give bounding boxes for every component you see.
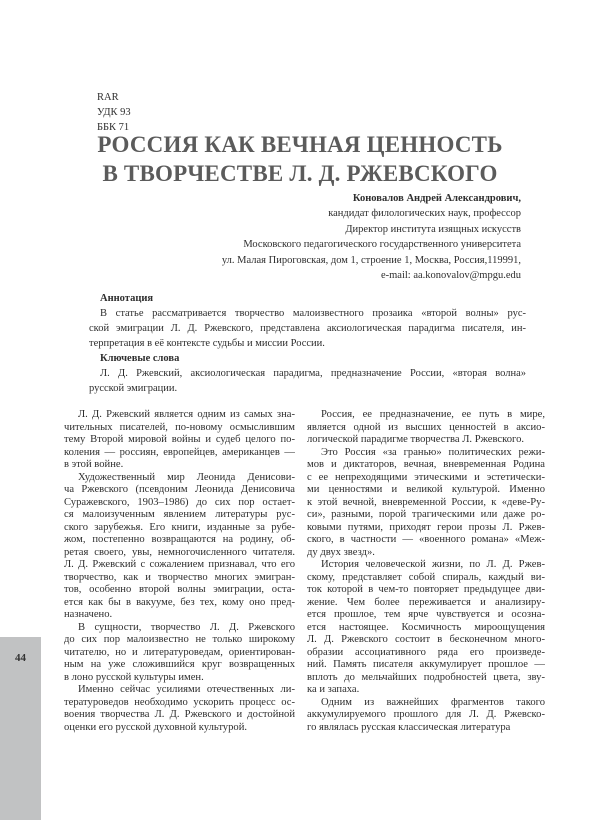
text-line: Художественный мир Леонида Денисови- — [78, 471, 295, 483]
text-line: до сих пор малоизвестно не только широкому — [64, 634, 295, 645]
udk-code: УДК 93 — [97, 107, 131, 118]
abstract-section — [89, 291, 526, 396]
text-line: с ее непреходящими этическими и эстетически- — [307, 471, 545, 483]
paragraph — [307, 697, 545, 735]
text-line: в лоно русской культуры имен. — [64, 671, 204, 683]
text-line: Л. Д. Ржевского состоит в бесконечном много- — [307, 634, 545, 645]
text-line: ток которой в чем-то повторяет предыдущее дви- — [307, 584, 545, 595]
text-line: Л. Д. Ржевский является одним из самых зна- — [78, 409, 295, 420]
text-line: си», разными, порой трагическими или даже ро- — [307, 509, 545, 520]
text-line: ча Ржевского (псевдоним Леонида Денисовича — [64, 484, 295, 495]
paragraph — [64, 472, 295, 622]
page-side-band — [0, 637, 41, 820]
author-email: e-mail: aa.konovalov@mpgu.edu — [380, 270, 521, 282]
text-line: логической парадигме творчества Л. Ржевского. — [307, 434, 525, 445]
keywords-line: русской эмиграции. — [89, 383, 178, 394]
text-line: тему Второй мировой войны и судеб целого по- — [64, 434, 295, 445]
text-line: ду двух звезд». — [307, 546, 375, 558]
text-line: тературоведов необходимо ускорить процесс ос- — [64, 696, 295, 708]
text-line: ми ценностями и великой культурой. Именно — [307, 484, 545, 495]
body-column-left — [64, 409, 295, 734]
text-line: является одной из высших ценностей в аксио- — [307, 421, 545, 433]
text-line: вплоть до мельчайших подробностей цвета, зву- — [307, 671, 545, 683]
title-line-2: В ТВОРЧЕСТВЕ Л. Д. РЖЕВСКОГО — [102, 161, 498, 186]
text-line: ется настоящее. Космичность мироощущения — [307, 621, 545, 633]
keywords-text — [89, 366, 526, 396]
text-line: ретая своего, увы, немногочисленного читателя. — [64, 546, 295, 558]
text-line: тов, особенно второй волны эмиграции, оста- — [64, 584, 295, 595]
abstract-line: ской эмиграции Л. Д. Ржевского, представлена аксиологическая парадигма писателя, ин- — [89, 323, 526, 334]
text-line: ского зарубежья. Его книги, изданные за рубе- — [64, 521, 295, 533]
paragraph — [64, 409, 295, 472]
author-name: Коновалов Андрей Александрович, — [352, 193, 521, 204]
keywords-heading: Ключевые слова — [100, 353, 180, 364]
text-line: Именно сейчас усилиями отечественных ли- — [78, 684, 295, 695]
text-line: Это Россия «за гранью» политических режи- — [321, 446, 545, 458]
author-block — [222, 191, 521, 283]
abstract-text — [89, 306, 526, 351]
paragraph — [64, 684, 295, 734]
text-line: История человеческой жизни, по Л. Д. Ржев- — [321, 559, 545, 570]
text-line: ского, в частности — «военного романа» «Меж- — [307, 534, 545, 545]
text-line: творчество, как и творчество многих эмигран- — [64, 571, 295, 583]
author-degree: кандидат филологических наук, профессор — [328, 208, 521, 220]
text-line: мов и диктаторов, вечная, вневременная Родина — [307, 459, 545, 470]
text-line: жение. Чем более переживается и анализиру- — [307, 596, 545, 608]
text-line: аккумулируемого прошлого для Л. Д. Ржевско- — [307, 709, 545, 720]
text-line: к этой вечной, вневременной России, к «деве-Ру- — [307, 496, 545, 508]
body-column-right — [307, 409, 545, 734]
text-line: Одним из важнейших фрагментов такого — [321, 696, 545, 708]
rar-code: RAR — [97, 92, 119, 103]
text-line: Суражевского, 1903–1986) до сих пор остает- — [64, 496, 295, 508]
paragraph — [307, 447, 545, 560]
author-address: ул. Малая Пироговская, дом 1, строение 1, Москва, Россия,119991, — [221, 254, 521, 266]
text-line: читателю, но и литературоведам, ориентирован- — [64, 646, 295, 658]
text-line: го являлась русская классическая литература — [307, 721, 511, 733]
paragraph — [307, 559, 545, 697]
abstract-heading: Аннотация — [100, 293, 154, 304]
text-line: в этой войне. — [64, 459, 124, 470]
text-line: ным на уже сложившийся круг возвращенных — [64, 659, 295, 670]
text-line: воения творчества Л. Д. Ржевского и достойной — [64, 709, 295, 720]
article-title — [0, 130, 600, 188]
abstract-line: терпретация в её контексте судьбы и миссии России. — [89, 338, 325, 349]
classification-codes — [97, 90, 131, 135]
text-line: оценки его русской духовной культурой. — [64, 721, 248, 733]
abstract-line: В статье рассматривается творчество малоизвестного прозаика «второй волны» рус- — [100, 308, 526, 319]
text-line: образии ассоциативного ряда его произведе- — [307, 646, 545, 658]
title-line-1: РОССИЯ КАК ВЕЧНАЯ ЦЕННОСТЬ — [97, 132, 503, 157]
text-line: коления — россиян, европейцев, американцев — — [64, 446, 295, 458]
text-line: Л. Д. Ржевский с сожалением признавал, что его — [64, 559, 295, 570]
text-line: ний. Память писателя аккумулирует прошлое — — [307, 659, 545, 670]
bbk-code: ББК 71 — [97, 122, 130, 133]
keywords-line: Л. Д. Ржевский, аксиологическая парадигма, предназначение России, «вторая волна» — [100, 368, 526, 379]
paragraph — [64, 622, 295, 685]
text-line: ется как бы в вакууме, без тех, кому оно пред- — [64, 596, 295, 608]
paragraph — [307, 409, 545, 447]
text-line: ка и запаха. — [307, 684, 360, 695]
text-line: назначено. — [64, 609, 113, 620]
text-line: В сущности, творчество Л. Д. Ржевского — [78, 621, 295, 633]
text-line: ковыми путями, приходят герои прозы Л. Ржев- — [307, 521, 545, 533]
author-position: Директор института изящных искусств — [345, 223, 521, 235]
text-line: чительных писателей, по-новому осмыслившим — [64, 421, 295, 433]
author-organization: Московского педагогического государственного университета — [243, 239, 521, 251]
text-line: ся малоизученным явлением литературы рус- — [64, 509, 295, 520]
text-line: жом, постепенно возвращаются на родину, об- — [64, 534, 295, 545]
text-line: ется прошлое, тем ярче чувствуется и осозна- — [307, 609, 545, 620]
text-line: Россия, ее предназначение, ее путь в мире, — [321, 409, 545, 420]
page-number: 44 — [15, 652, 26, 664]
text-line: скому, представляет собой спираль, каждый ви- — [307, 571, 545, 583]
